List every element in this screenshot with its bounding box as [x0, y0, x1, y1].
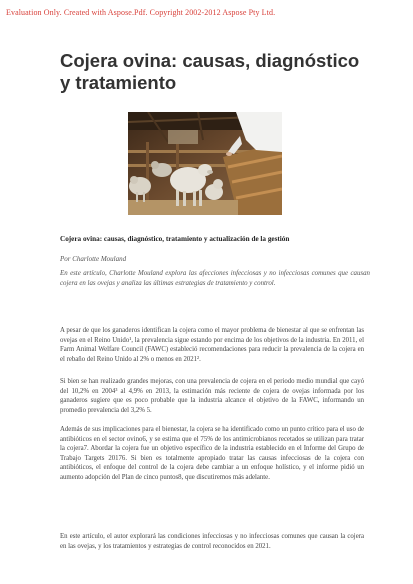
body-paragraph: Además de sus implicaciones para el bienestar, la cojera se ha identificado como un punto crítico para el uso de antibióticos en el sector ovino6, y se estima que el 75% de los antimicrobianos recetados se utilizan para tratar la cojera7. Abordar la cojera fue un objetivo específico de la industria establecido en el Informe del Grupo de Trabajo Targets 20176. Si bien es totalmente apropiado tratar las causas infecciosas de la cojera con antibióticos, el enfoque del control de la cojera debe cambiar a un enfoque holístico, y el informe pidió un aumento adopción del Plan de cinco puntos8, que discutiremos más adelante. — [60, 426, 364, 481]
body-paragraph: En este artículo, el autor explorará las condiciones infecciosas y no infecciosas comunes que causan la cojera en las ovejas, y los tratamientos y estrategias de control reconocidos en 2021. — [60, 533, 364, 550]
article-title: Cojera ovina: causas, diagnóstico y tratamiento — [60, 50, 360, 93]
article-intro: En este artículo, Charlotte Mouland explora las afecciones infecciosas y no infecciosas comunes que causan cojera en las ovejas y analiza las últimas estrategias de tratamiento y control. — [60, 270, 370, 287]
article-photo-sheep-pen — [128, 112, 282, 215]
article-subtitle: Cojera ovina: causas, diagnóstico, tratamiento y actualización de la gestión — [60, 235, 290, 243]
evaluation-watermark: Evaluation Only. Created with Aspose.Pdf. Copyright 2002-2012 Aspose Pty Ltd. — [6, 8, 276, 17]
article-byline: Por Charlotte Mouland — [60, 255, 127, 263]
body-paragraph: Si bien se han realizado grandes mejoras, con una prevalencia de cojera en el periodo medio mundial que cayó del 10,2% en 2004³ al 4,9% en 2013, la estimación más reciente de cojera de ovejas informada por los ganaderos sugiere que es poco probable que la industria alcance el objetivo de la FAWC, informando un promedio prevalencia del 3,2% 5. — [60, 378, 364, 414]
body-paragraph: A pesar de que los ganaderos identifican la cojera como el mayor problema de bienestar al que se enfrentan las ovejas en el Reino Unido¹, la prevalencia sigue estando por encima de los objetivos de la industria. En 2011, el Farm Animal Welfare Council (FAWC) estableció recomendaciones para reducir la prevalencia de la cojera en el rebaño del Reino Unido al 2% o menos en 2021². — [60, 327, 364, 363]
